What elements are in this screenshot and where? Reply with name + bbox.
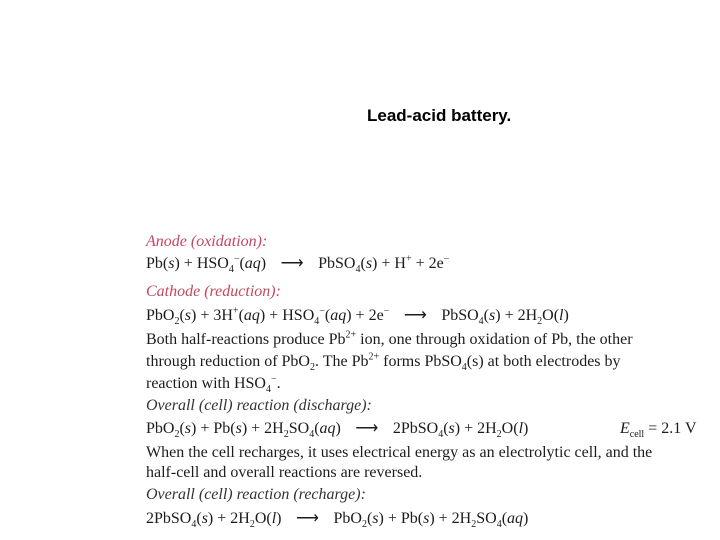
- recharge-equation: 2PbSO$_4$(s) + $2H_2O(l)$ ⟶ $PbO_2(s) + Pb(s) + 2H_2SO_4(aq)$: [146, 510, 529, 531]
- cathode-heading: Cathode (reduction):: [146, 283, 281, 300]
- discharge-equation: $PbO_2(s) + Pb(s) + 2H_2SO_4(aq)$ ⟶ 2PbSO$_4$(s) + $2H_2O(l)$ $E_{cell} = 2.1$ V: [146, 420, 697, 441]
- ecell-value: $E_{cell} = 2.1$ V: [620, 420, 697, 441]
- discharge-heading: Overall (cell) reaction (discharge):: [146, 397, 372, 414]
- paragraph-1-line-1: Both half-reactions produce $Pb^{2+}$ ion, one through oxidation of Pb, the other: [146, 329, 633, 348]
- cathode-equation: $PbO_2(s) + 3H^+(aq) + HSO_4^-(aq) + 2e^-$ ⟶ PbSO$_4$(s) + $2H_2O(l)$: [146, 305, 569, 328]
- slide-title: Lead-acid battery.: [367, 106, 512, 125]
- anode-equation: $Pb(s) + HSO_4^-(aq)$ ⟶ PbSO$_4$(s) + H+ + 2e−: [146, 253, 450, 276]
- recharge-heading: Overall (cell) reaction (recharge):: [146, 486, 366, 503]
- paragraph-2-line-1: When the cell recharges, it uses electrical energy as an electrolytic cell, and the: [146, 444, 653, 461]
- paragraph-1-line-3: reaction with $HSO_4^-$.: [146, 373, 281, 396]
- paragraph-2-line-2: half-cell and overall reactions are reversed.: [146, 464, 423, 481]
- paragraph-1-line-2: through reduction of PbO$_2$. The $Pb^{2+}$ forms PbSO$_4$(s) at both electrodes by: [146, 351, 621, 374]
- anode-heading: Anode (oxidation):: [146, 233, 268, 250]
